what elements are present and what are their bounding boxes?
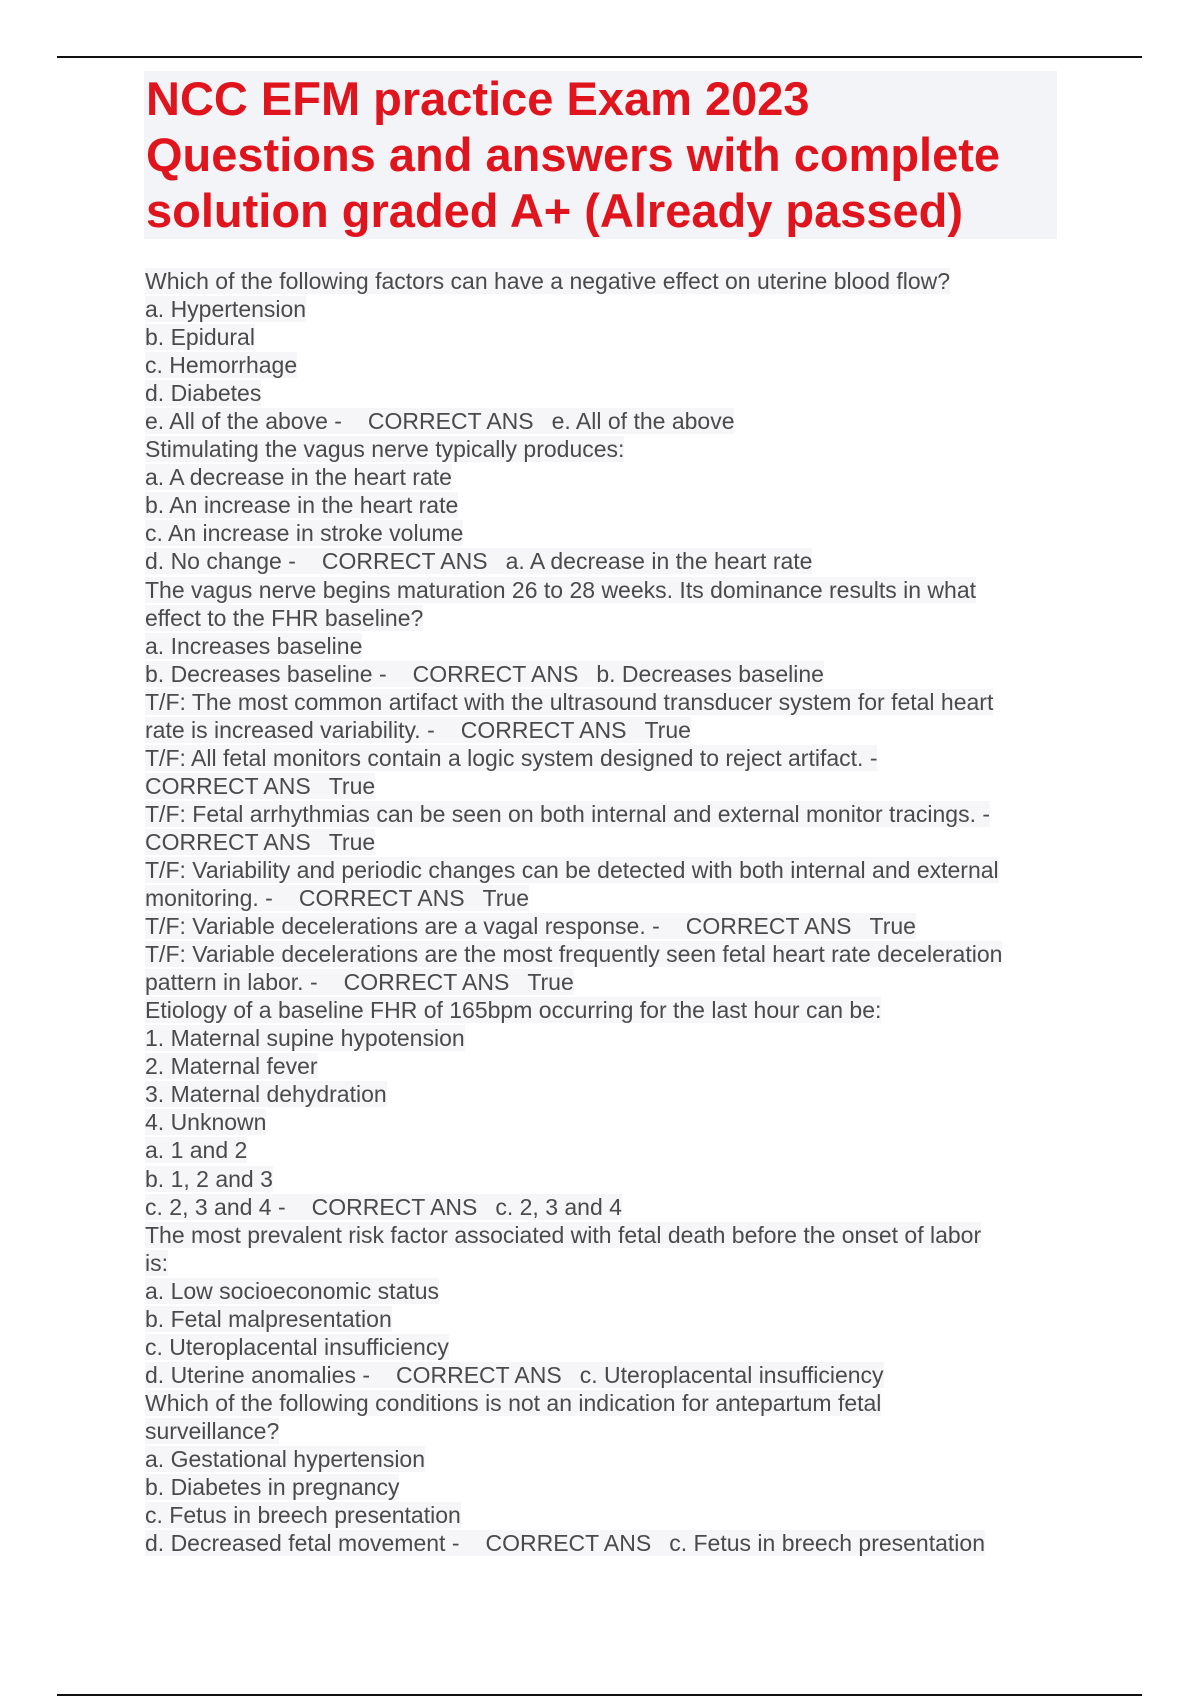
- correct-ans-label: CORRECT ANS: [321, 548, 488, 575]
- answer-line: [145, 1194, 622, 1220]
- top-rule: [57, 56, 1142, 58]
- answer-line: [145, 1362, 884, 1388]
- qa-line: [145, 1108, 1065, 1136]
- qa-text: T/F: Fetal arrhythmias can be seen on both internal and external monitor tracings. -: [145, 800, 991, 827]
- qa-line: [145, 463, 1065, 491]
- correct-answer: True: [482, 885, 529, 912]
- qa-line: [145, 1024, 1065, 1052]
- qa-line: [145, 1221, 1065, 1249]
- qa-line: [145, 884, 1065, 912]
- correct-ans-label: CORRECT ANS: [311, 1193, 478, 1220]
- correct-ans-label: CORRECT ANS: [298, 885, 465, 912]
- qa-line: [145, 1165, 1065, 1193]
- qa-line: [145, 1333, 1065, 1361]
- answer-prefix: d. No change -: [145, 548, 296, 575]
- qa-line: [145, 435, 1065, 463]
- correct-answer: True: [869, 913, 916, 940]
- qa-line: [145, 1305, 1065, 1333]
- qa-text: c. Uteroplacental insufficiency: [145, 1333, 449, 1360]
- qa-line: [145, 1529, 1065, 1557]
- qa-text: d. Diabetes: [145, 380, 262, 407]
- answer-line: [145, 717, 691, 743]
- title-line-1: NCC EFM practice Exam 2023: [146, 72, 810, 125]
- answer-line: [145, 661, 824, 687]
- qa-text: surveillance?: [145, 1417, 280, 1444]
- qa-line: [145, 323, 1065, 351]
- answer-prefix: c. 2, 3 and 4 -: [145, 1193, 286, 1220]
- qa-line: [145, 547, 1065, 575]
- correct-answer: e. All of the above: [551, 408, 735, 435]
- qa-line: [145, 1136, 1065, 1164]
- qa-line: [145, 828, 1065, 856]
- qa-line: [145, 716, 1065, 744]
- correct-ans-label: CORRECT ANS: [396, 1361, 562, 1388]
- answer-prefix: pattern in labor. -: [145, 969, 318, 996]
- qa-line: [145, 772, 1065, 800]
- correct-ans-label: CORRECT ANS: [367, 408, 534, 435]
- correct-answer: c. Fetus in breech presentation: [669, 1530, 985, 1557]
- qa-line: [145, 1277, 1065, 1305]
- qa-line: [145, 1501, 1065, 1529]
- qa-text: 3. Maternal dehydration: [145, 1081, 387, 1108]
- qa-text: Stimulating the vagus nerve typically produces:: [145, 436, 625, 463]
- correct-answer: c. Uteroplacental insufficiency: [579, 1361, 884, 1388]
- qa-line: [145, 1052, 1065, 1080]
- qa-line: [145, 576, 1065, 604]
- qa-text: a. A decrease in the heart rate: [145, 464, 452, 491]
- qa-line: [145, 1417, 1065, 1445]
- correct-answer: c. 2, 3 and 4: [495, 1193, 622, 1220]
- qa-line: [145, 407, 1065, 435]
- qa-text: a. Increases baseline: [145, 632, 363, 659]
- qa-line: [145, 800, 1065, 828]
- correct-ans-label: CORRECT ANS: [412, 660, 579, 687]
- bottom-rule: [57, 1694, 1142, 1696]
- qa-text: c. An increase in stroke volume: [145, 520, 464, 547]
- answer-prefix: d. Decreased fetal movement -: [145, 1530, 460, 1557]
- answer-prefix: b. Decreases baseline -: [145, 660, 387, 687]
- qa-text: b. 1, 2 and 3: [145, 1165, 273, 1192]
- qa-line: [145, 1361, 1065, 1389]
- qa-line: [145, 295, 1065, 323]
- answer-prefix: monitoring. -: [145, 885, 273, 912]
- answer-prefix: e. All of the above -: [145, 408, 342, 435]
- correct-answer: True: [527, 969, 574, 996]
- correct-answer: True: [328, 772, 376, 799]
- correct-answer: True: [644, 716, 691, 743]
- qa-text: b. Fetal malpresentation: [145, 1305, 392, 1332]
- correct-answer: True: [328, 828, 376, 855]
- qa-line: [145, 267, 1065, 295]
- answer-line: [145, 1530, 985, 1556]
- qa-text: T/F: Variability and periodic changes can be detected with both internal and external: [145, 856, 999, 883]
- qa-line: [145, 351, 1065, 379]
- correct-ans-label: CORRECT ANS: [460, 716, 627, 743]
- qa-text: Which of the following conditions is not an indication for antepartum fetal: [145, 1389, 882, 1416]
- qa-line: [145, 1473, 1065, 1501]
- qa-text: a. Low socioeconomic status: [145, 1277, 440, 1304]
- answer-line: [145, 773, 375, 799]
- correct-ans-label: CORRECT ANS: [343, 969, 510, 996]
- qa-text: a. Gestational hypertension: [145, 1445, 426, 1472]
- qa-text: 2. Maternal fever: [145, 1053, 318, 1080]
- qa-text: b. An increase in the heart rate: [145, 492, 459, 519]
- qa-line: [145, 519, 1065, 547]
- qa-text: c. Fetus in breech presentation: [145, 1502, 461, 1529]
- answer-prefix: d. Uterine anomalies -: [145, 1361, 370, 1388]
- qa-line: [145, 1445, 1065, 1473]
- qa-line: [145, 1080, 1065, 1108]
- qa-text: 4. Unknown: [145, 1109, 267, 1136]
- qa-text: 1. Maternal supine hypotension: [145, 1025, 465, 1052]
- qa-text: b. Epidural: [145, 324, 255, 351]
- title-line-2: Questions and answers with complete: [146, 128, 1001, 181]
- answer-prefix: rate is increased variability. -: [145, 716, 435, 743]
- qa-line: [145, 491, 1065, 519]
- qa-line: [145, 940, 1065, 968]
- qa-line: [145, 604, 1065, 632]
- answer-line: [145, 408, 734, 434]
- correct-answer: a. A decrease in the heart rate: [505, 548, 813, 575]
- qa-text: Which of the following factors can have a negative effect on uterine blood flow?: [145, 268, 951, 294]
- correct-ans-label: CORRECT ANS: [145, 772, 311, 799]
- answer-prefix: T/F: Variable decelerations are a vagal response. -: [145, 913, 660, 940]
- qa-line: [145, 1193, 1065, 1221]
- qa-text: c. Hemorrhage: [145, 352, 298, 379]
- qa-text: The most prevalent risk factor associated with fetal death before the onset of labor: [145, 1221, 982, 1248]
- qa-line: [145, 968, 1065, 996]
- qa-line: [145, 379, 1065, 407]
- qa-line: [145, 996, 1065, 1024]
- qa-line: [145, 688, 1065, 716]
- qa-line: [145, 660, 1065, 688]
- qa-body: [145, 267, 1065, 1557]
- qa-text: b. Diabetes in pregnancy: [145, 1474, 400, 1501]
- document-title: [144, 71, 1057, 239]
- qa-line: [145, 856, 1065, 884]
- qa-text: T/F: Variable decelerations are the most frequently seen fetal heart rate deceleration: [145, 941, 1003, 968]
- correct-ans-label: CORRECT ANS: [485, 1530, 652, 1557]
- qa-text: effect to the FHR baseline?: [145, 604, 424, 631]
- correct-answer: b. Decreases baseline: [596, 660, 824, 687]
- qa-text: is:: [145, 1249, 168, 1276]
- qa-text: T/F: All fetal monitors contain a logic system designed to reject artifact. -: [145, 744, 878, 771]
- qa-text: Etiology of a baseline FHR of 165bpm occurring for the last hour can be:: [145, 997, 882, 1024]
- qa-line: [145, 744, 1065, 772]
- answer-line: [145, 969, 574, 995]
- answer-line: [145, 548, 812, 574]
- answer-line: [145, 829, 375, 855]
- title-line-3: solution graded A+ (Already passed): [146, 184, 964, 237]
- qa-line: [145, 1249, 1065, 1277]
- answer-line: [145, 913, 916, 939]
- qa-line: [145, 632, 1065, 660]
- answer-line: [145, 885, 529, 911]
- qa-text: T/F: The most common artifact with the ultrasound transducer system for fetal heart: [145, 688, 994, 715]
- correct-ans-label: CORRECT ANS: [145, 828, 311, 855]
- qa-text: a. 1 and 2: [145, 1137, 248, 1164]
- qa-text: The vagus nerve begins maturation 26 to 28 weeks. Its dominance results in what: [145, 576, 977, 603]
- qa-text: a. Hypertension: [145, 296, 307, 323]
- correct-ans-label: CORRECT ANS: [685, 913, 852, 940]
- qa-line: [145, 1389, 1065, 1417]
- qa-line: [145, 912, 1065, 940]
